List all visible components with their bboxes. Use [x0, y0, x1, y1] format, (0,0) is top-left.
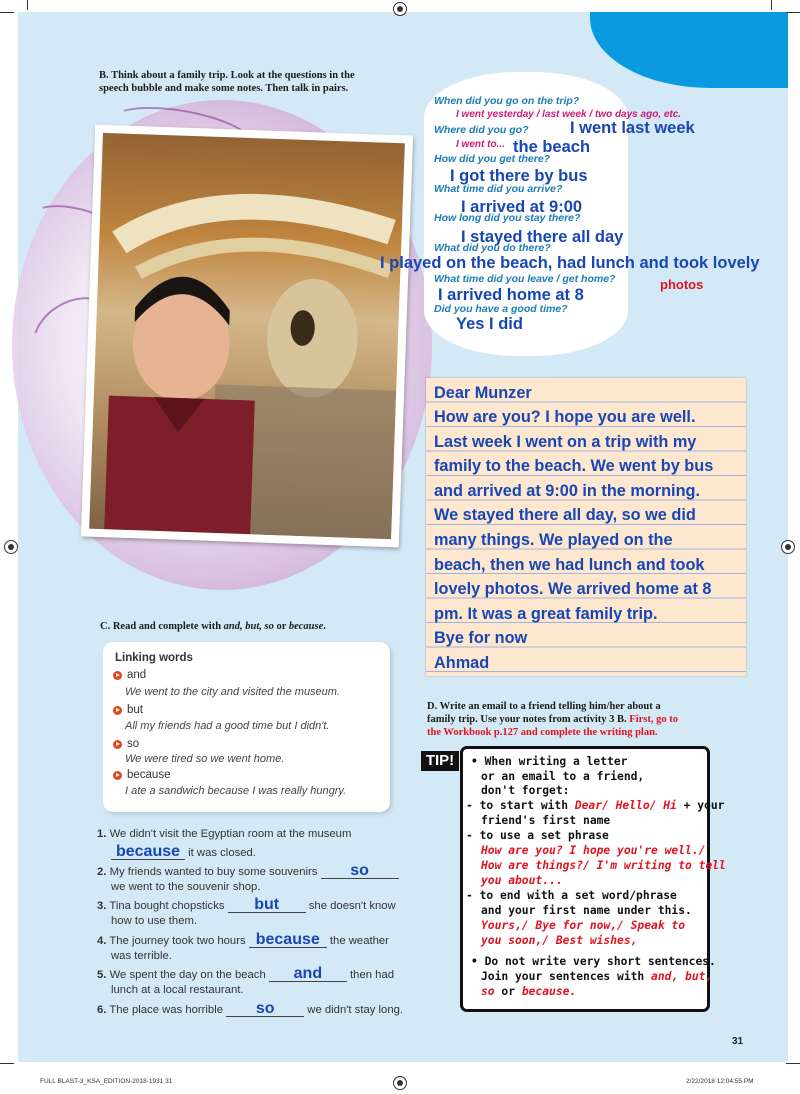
letter-note-paper	[426, 378, 746, 676]
answer-text: I got there by bus	[450, 167, 588, 185]
bubble-question: How long did you stay there?	[434, 212, 581, 224]
exercise-item: 5. We spent the day on the beach and then had	[97, 965, 395, 982]
section-c-heading: C. Read and complete with and, but, so or because.	[100, 621, 326, 632]
tip-line: you about...	[481, 874, 563, 887]
tip-line: and your first name under this.	[481, 904, 692, 917]
tip-line: you soon,/ Best wishes,	[481, 934, 638, 947]
exercise-item: 4. The journey took two hours because the weather	[97, 931, 389, 948]
bullet-arrow-icon	[113, 671, 122, 680]
answer-text: I played on the beach, had lunch and took lovely	[380, 254, 760, 272]
tip-line: How are you? I hope you're well./	[481, 844, 706, 857]
boy-museum-photo	[81, 125, 413, 548]
bullet-arrow-icon	[113, 706, 122, 715]
letter-line: and arrived at 9:00 in the morning.	[434, 482, 700, 500]
tip-line: Join your sentences with and, but,	[481, 970, 713, 983]
tip-label: TIP!	[421, 751, 459, 771]
crop-mark	[0, 1063, 14, 1064]
linking-example: All my friends had a good time but I didn't.	[125, 720, 330, 732]
linking-example: We went to the city and visited the museum.	[125, 686, 341, 698]
footer-right: 2/22/2018 12:04:55 PM	[686, 1078, 754, 1085]
exercise-item: 2. My friends wanted to buy some souvenirs so	[97, 864, 399, 879]
footer-left: FULL BLAST-3_KSA_EDITION-2018-1931 31	[40, 1078, 173, 1085]
linking-example: I ate a sandwich because I was really hungry.	[125, 785, 347, 797]
answer-text: photos	[660, 277, 704, 292]
exercise-item: how to use them.	[111, 915, 198, 927]
exercise-item: 1. We didn't visit the Egyptian room at the museum	[97, 828, 352, 840]
answer-blank[interactable]: so	[226, 1002, 304, 1017]
bubble-example: I went yesterday / last week / two days ago, etc.	[456, 109, 682, 120]
bubble-question: Where did you go?	[434, 124, 529, 136]
crop-mark	[786, 1063, 800, 1064]
letter-line: Last week I went on a trip with my	[434, 433, 697, 451]
bubble-question: When did you go on the trip?	[434, 95, 580, 107]
linking-word: but	[113, 704, 143, 716]
bubble-question: What time did you arrive?	[434, 183, 563, 195]
linking-words-box	[103, 642, 390, 812]
bubble-example: I went to...	[456, 139, 505, 150]
answer-blank[interactable]: but	[228, 898, 306, 913]
answer-blank[interactable]: because	[249, 933, 327, 948]
bubble-question: What did you do there?	[434, 242, 551, 254]
linking-word: because	[113, 769, 170, 781]
letter-line: We stayed there all day, so we did	[434, 506, 696, 524]
bubble-question: What time did you leave / get home?	[434, 273, 616, 285]
answer-text: I went last week	[570, 119, 695, 137]
exercise-item: 6. The place was horrible so we didn't stay long.	[97, 1000, 404, 1017]
registration-mark-icon	[393, 1076, 407, 1090]
exercise-item: was terrible.	[111, 950, 172, 962]
bullet-arrow-icon	[113, 740, 122, 749]
tip-line: or an email to a friend,	[481, 770, 645, 783]
letter-line: beach, then we had lunch and took	[434, 556, 705, 574]
answer-text: I arrived home at 8	[438, 286, 584, 304]
registration-mark-icon	[4, 540, 18, 554]
tip-line: don't forget:	[481, 784, 570, 797]
letter-line: family to the beach. We went by bus	[434, 457, 714, 475]
linking-word: and	[113, 669, 146, 681]
bubble-question: Did you have a good time?	[434, 303, 568, 315]
crop-mark	[771, 0, 772, 10]
letter-line: many things. We played on the	[434, 531, 673, 549]
tip-line: so or because.	[481, 985, 577, 998]
tip-line: How are things?/ I'm writing to tell	[481, 859, 726, 872]
section-d-heading: D. Write an email to a friend telling him/her about a family trip. Use your notes from activity 3 B. First, go to the Workbook p.127 and complete the writing plan.	[427, 701, 678, 738]
answer-text: the beach	[513, 138, 591, 156]
bullet-arrow-icon	[113, 771, 122, 780]
answer-blank[interactable]: and	[269, 967, 347, 982]
letter-line: Ahmad	[434, 654, 490, 672]
tip-line: friend's first name	[481, 814, 611, 827]
tip-line: • Do not write very short sentences.	[471, 955, 716, 968]
crop-mark	[786, 12, 800, 13]
tip-line: - to start with Dear/ Hello/ Hi + your	[466, 799, 725, 812]
letter-line: How are you? I hope you are well.	[434, 408, 696, 426]
answer-text: Yes I did	[456, 315, 523, 333]
tip-box	[460, 746, 726, 1012]
exercise-item: because it was closed.	[111, 845, 256, 860]
tip-line: • When writing a letter	[471, 755, 628, 768]
linking-example: We were tired so we went home.	[125, 753, 285, 765]
tip-line: Yours,/ Bye for now,/ Speak to	[481, 919, 686, 932]
dinosaur-skeleton-image	[89, 133, 405, 539]
page-number: 31	[732, 1036, 744, 1047]
bubble-question: How did you get there?	[434, 153, 551, 165]
letter-line: Dear Munzer	[434, 384, 532, 402]
registration-mark-icon	[393, 2, 407, 16]
exercise-item: 3. Tina bought chopsticks but she doesn't know	[97, 896, 396, 913]
tip-line: - to use a set phrase	[466, 829, 609, 842]
answer-text: I stayed there all day	[461, 228, 624, 246]
linking-word: so	[113, 738, 139, 750]
answer-blank[interactable]: because	[111, 845, 185, 860]
linking-words-title: Linking words	[115, 652, 193, 664]
crop-mark	[0, 12, 14, 13]
answer-text: I arrived at 9:00	[461, 198, 583, 216]
letter-line: Bye for now	[434, 629, 528, 647]
answer-blank[interactable]: so	[321, 864, 399, 879]
tip-line: - to end with a set word/phrase	[466, 889, 677, 902]
exercise-item: we went to the souvenir shop.	[111, 881, 261, 893]
registration-mark-icon	[781, 540, 795, 554]
letter-line: pm. It was a great family trip.	[434, 605, 658, 623]
crop-mark	[27, 0, 28, 10]
exercise-item: lunch at a local restaurant.	[111, 984, 244, 996]
section-b-heading: B. Think about a family trip. Look at the questions in the speech bubble and make some notes. Then talk in pairs.	[99, 70, 355, 94]
letter-line: lovely photos. We arrived home at 8	[434, 580, 712, 598]
